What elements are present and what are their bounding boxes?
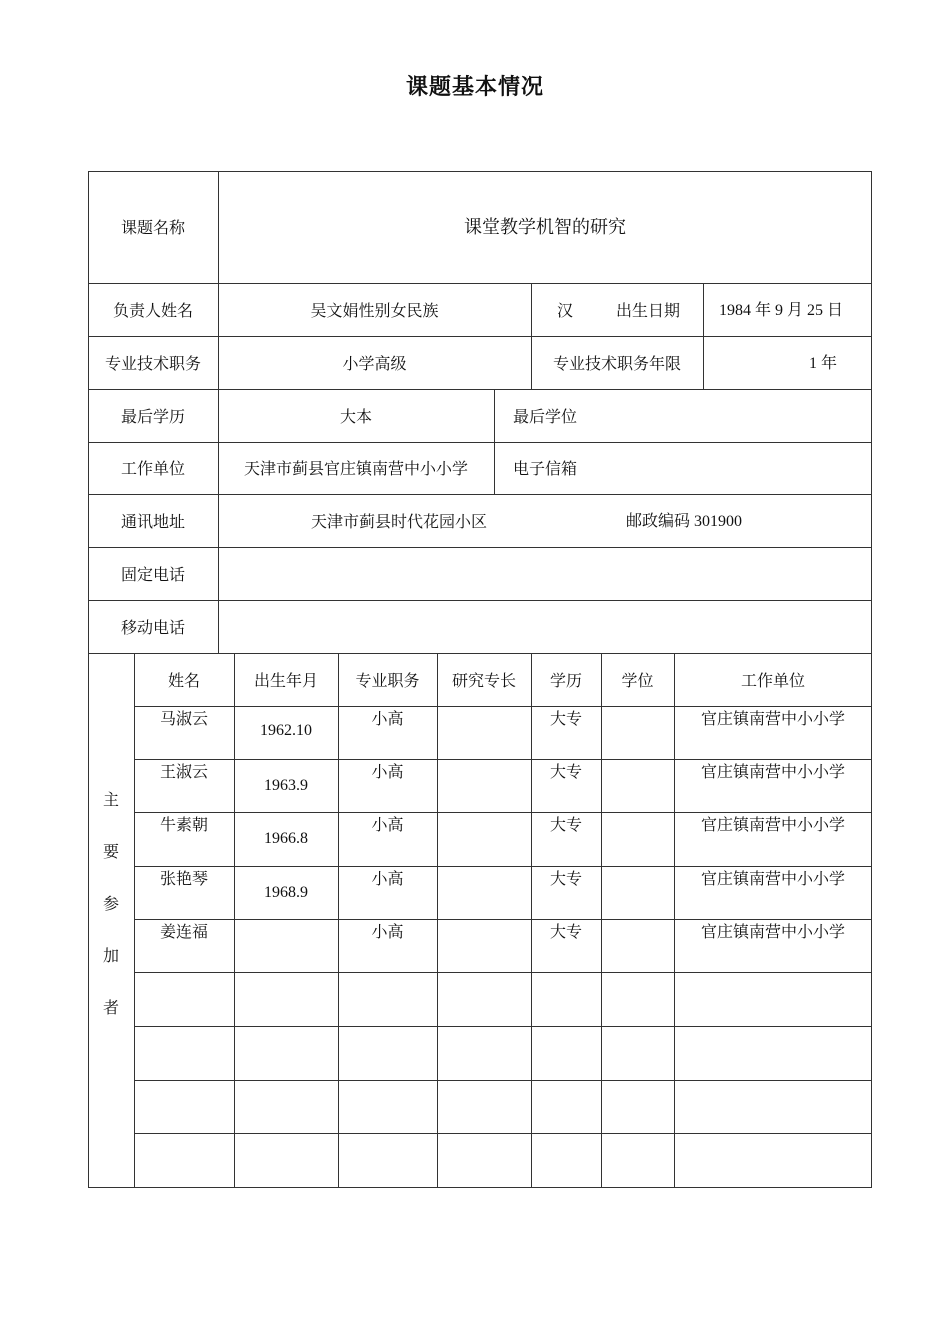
title-years-value: 1 年 [809,355,838,372]
row-divider [88,336,872,337]
page-title: 课题基本情况 [405,75,544,100]
table-header-cell: 研究专长 [451,671,516,690]
table-cell: 1963.9 [264,777,308,794]
table-cell: 官庄镇南营中小小学 [700,922,845,941]
title-years-label: 专业技术职务年限 [552,354,681,373]
row-divider [88,389,872,390]
table-cell: 1968.9 [264,884,308,901]
table-cell: 小高 [371,815,404,834]
workplace-label: 工作单位 [120,459,185,478]
table-cell: 官庄镇南营中小小学 [700,762,845,781]
education-value: 大本 [339,407,372,426]
table-header-cell: 学位 [621,671,654,690]
table-cell: 大专 [549,815,582,834]
address-label: 通讯地址 [120,512,185,531]
table-row [134,972,872,1026]
table-cell: 小高 [371,922,404,941]
row-divider [88,653,872,654]
row-divider [88,494,872,495]
table-cell: 马淑云 [159,709,208,728]
title-value: 小学高级 [342,354,407,373]
table-row [134,1080,872,1133]
participants-section-label: 主 要 参 加 者 [102,790,119,1017]
table-header-cell: 工作单位 [740,671,805,690]
degree-label: 最后学位 [513,407,578,426]
birth-date-value: 1984 年 9 月 25 日 [718,302,843,319]
column-divider [703,283,704,389]
workplace-value: 天津市蓟县官庄镇南营中小小学 [243,459,468,478]
table-cell: 小高 [371,709,404,728]
table-cell: 大专 [549,709,582,728]
table-cell: 大专 [549,869,582,888]
postcode-value: 邮政编码 301900 [626,513,743,530]
table-cell: 1962.10 [260,722,312,739]
table-header-cell: 专业职务 [355,671,420,690]
row-divider [88,547,872,548]
table-cell: 姜连福 [159,922,208,941]
table-header-cell: 出生年月 [253,671,318,690]
table-cell: 小高 [371,762,404,781]
table-cell: 王淑云 [159,762,208,781]
table-cell: 大专 [549,922,582,941]
project-name-value: 课堂教学机智的研究 [464,217,626,238]
leader-name-value: 吴文娟性别女民族 [310,301,439,320]
table-header-cell: 姓名 [167,671,200,690]
table-cell: 牛素朝 [159,815,208,834]
mobile-label: 移动电话 [120,618,185,637]
table-row [134,1133,872,1188]
email-label: 电子信箱 [513,459,578,478]
row-divider [88,600,872,601]
leader-name-label: 负责人姓名 [112,301,193,320]
table-cell: 官庄镇南营中小小学 [700,815,845,834]
title-label: 专业技术职务 [104,354,201,373]
table-cell: 张艳琴 [159,869,208,888]
column-divider [494,389,495,494]
table-cell: 官庄镇南营中小小学 [700,709,845,728]
address-value: 天津市蓟县时代花园小区 [311,512,488,531]
row-divider [88,442,872,443]
row-divider [88,283,872,284]
project-name-label: 课题名称 [120,218,185,237]
table-row [134,1026,872,1080]
table-cell: 大专 [549,762,582,781]
table-cell: 1966.8 [264,830,308,847]
ethnicity-value: 汉 [557,301,574,320]
education-label: 最后学历 [120,407,185,426]
table-cell: 官庄镇南营中小小学 [700,869,845,888]
landline-label: 固定电话 [120,565,185,584]
table-header-cell: 学历 [549,671,582,690]
birth-date-label: 出生日期 [616,301,681,320]
table-cell: 小高 [371,869,404,888]
